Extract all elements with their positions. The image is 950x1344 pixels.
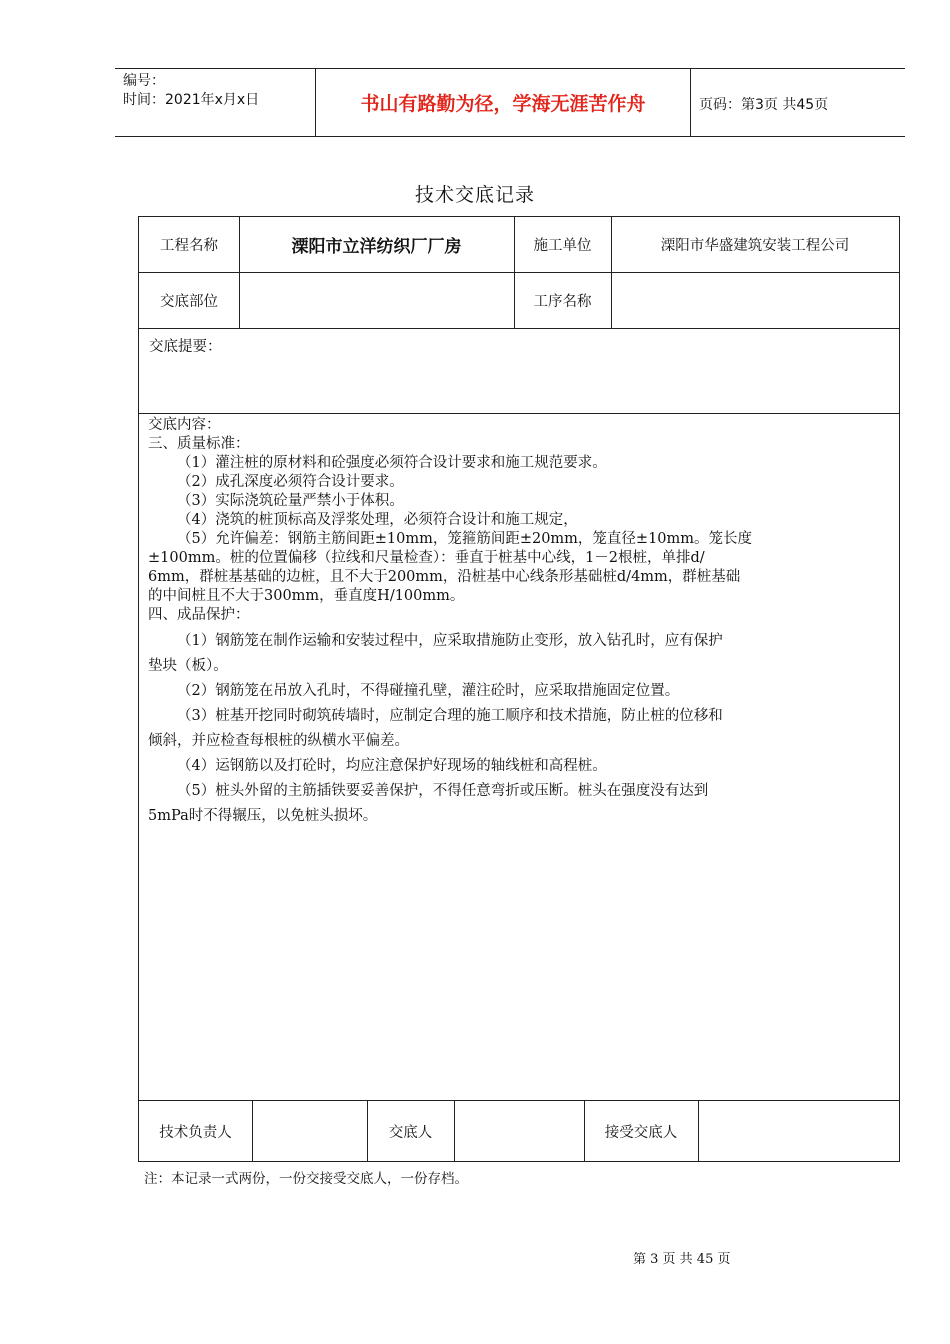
content-line: （1）灌注桩的原材料和砼强度必须符合设计要求和施工规范要求。 <box>177 455 607 471</box>
content-line: 四、成品保护： <box>148 607 250 623</box>
content-line: 的中间桩且不大于300mm，垂直度H/100mm。 <box>148 588 465 604</box>
tech-lead-label: 技术负责人 <box>159 1124 232 1141</box>
form-note: 注：本记录一式两份，一份交接受交底人，一份存档。 <box>144 1171 468 1187</box>
receiver-value <box>698 1100 899 1162</box>
disclosure-form <box>138 216 900 1162</box>
process-name-label: 工序名称 <box>533 293 592 310</box>
content-line: （1）钢筋笼在制作运输和安装过程中，应采取措施防止变形，放入钻孔时，应有保护 <box>177 633 723 649</box>
discloser-value <box>454 1100 584 1162</box>
row-divider <box>139 328 899 329</box>
page-header <box>115 68 905 137</box>
content-label: 交底内容： <box>148 417 221 433</box>
content-line: 垫块（板）。 <box>148 658 228 674</box>
disclosure-part-value <box>239 272 514 328</box>
content-line: （3）桩基开挖同时砌筑砖墙时，应制定合理的施工顺序和技术措施，防止桩的位移和 <box>177 708 723 724</box>
document-title: 技术交底记录 <box>414 184 535 206</box>
construction-unit-value: 溧阳市华盛建筑安装工程公司 <box>660 238 850 254</box>
content-line: 6mm，群桩基基础的边桩，且不大于200mm，沿桩基中心线条形基础桩d/4mm，群桩基础 <box>148 569 741 585</box>
discloser-label: 交底人 <box>388 1124 433 1141</box>
content-line: （3）实际浇筑砼量严禁小于体积。 <box>177 493 404 509</box>
project-name-value: 溧阳市立洋纺织厂厂房 <box>291 237 462 257</box>
content-line: （2）钢筋笼在吊放入孔时，不得碰撞孔壁，灌注砼时，应采取措施固定位置。 <box>177 683 680 699</box>
header-divider <box>690 69 691 136</box>
row-divider <box>139 413 899 414</box>
content-line: （5）桩头外留的主筋插铁要妥善保护，不得任意弯折或压断。桩头在强度没有达到 <box>177 783 709 799</box>
summary-label: 交底提要： <box>149 339 222 355</box>
content-line: 三、质量标准： <box>148 436 250 452</box>
date-label: 时间：2021年x月x日 <box>123 92 260 108</box>
construction-unit-label: 施工单位 <box>533 238 592 254</box>
disclosure-part-label: 交底部位 <box>160 293 218 310</box>
page-footer: 第 3 页 共 45 页 <box>633 1252 731 1267</box>
process-name-value <box>611 272 899 328</box>
content-line: （2）成孔深度必须符合设计要求。 <box>177 474 404 490</box>
content-line: （4）浇筑的桩顶标高及浮浆处理，必须符合设计和施工规定， <box>177 512 578 528</box>
content-line: （5）允许偏差：钢筋主筋间距±10mm，笼箍筋间距±20mm，笼直径±10mm。笼长度 <box>177 531 753 547</box>
content-line: （4）运钢筋以及打砼时，均应注意保护好现场的轴线桩和高程桩。 <box>177 758 607 774</box>
project-name-label: 工程名称 <box>160 238 218 254</box>
header-page-info: 页码：第3页 共45页 <box>699 97 829 113</box>
serial-number-label: 编号： <box>123 73 165 89</box>
tech-lead-value <box>252 1100 367 1162</box>
disclosure-content <box>148 416 891 829</box>
content-line: 5mPa时不得辗压，以免桩头损坏。 <box>148 808 378 824</box>
receiver-label: 接受交底人 <box>604 1124 678 1141</box>
header-motto: 书山有路勤为径，学海无涯苦作舟 <box>360 93 646 115</box>
header-meta <box>123 72 259 110</box>
content-line: 倾斜，并应检查每根桩的纵横水平偏差。 <box>148 733 409 749</box>
content-line: ±100mm。桩的位置偏移（拉线和尺量检查）：垂直于桩基中心线，1－2根桩，单排d/ <box>148 550 705 566</box>
